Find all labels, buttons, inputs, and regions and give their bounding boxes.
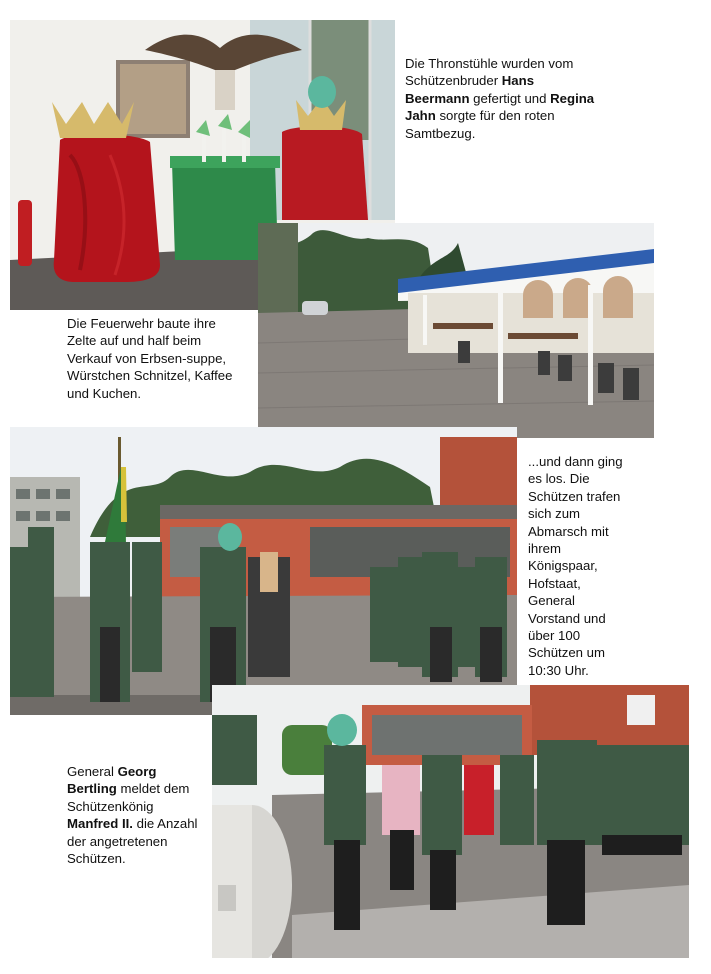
photo-fire-brigade-tents <box>258 223 654 438</box>
caption-general-text-3: die Anzahl der angetretenen Schützen. <box>67 816 198 867</box>
caption-thrones-text-1: Die Thronstühle wurden vom Schützenbruder <box>405 56 574 89</box>
caption-general-report <box>67 763 207 867</box>
name-manfred-ii: Manfred II. <box>67 816 133 832</box>
caption-march: ...und dann ging es los. Die Schützen trafen sich zum Abmarsch mit ihrem Königspaar, Hofstaat, General Vorstand und über 100 Schützen um 10:30 Uhr. <box>528 454 623 678</box>
caption-general-text-1: General <box>67 764 118 779</box>
caption-thrones-text-3: sorgte für den roten Samtbezug. <box>405 108 555 141</box>
name-hans-beermann: Hans Beermann <box>405 73 535 106</box>
name-georg-bertling: Georg Bertling <box>67 764 157 797</box>
caption-thrones-text-2: gefertigt und <box>469 90 551 106</box>
caption-fire-brigade: Die Feuerwehr baute ihre Zelte auf und half beim Verkauf von Erbsen-suppe, Würstchen Schnitzel, Kaffee und Kuchen. <box>67 316 233 401</box>
name-regina-jahn: Regina Jahn <box>405 90 595 124</box>
caption-general-text-2: meldet dem Schützenkönig <box>67 781 190 814</box>
photo-general-report <box>212 685 689 958</box>
photo-march-assembly <box>10 427 517 715</box>
caption-thrones <box>405 55 595 142</box>
